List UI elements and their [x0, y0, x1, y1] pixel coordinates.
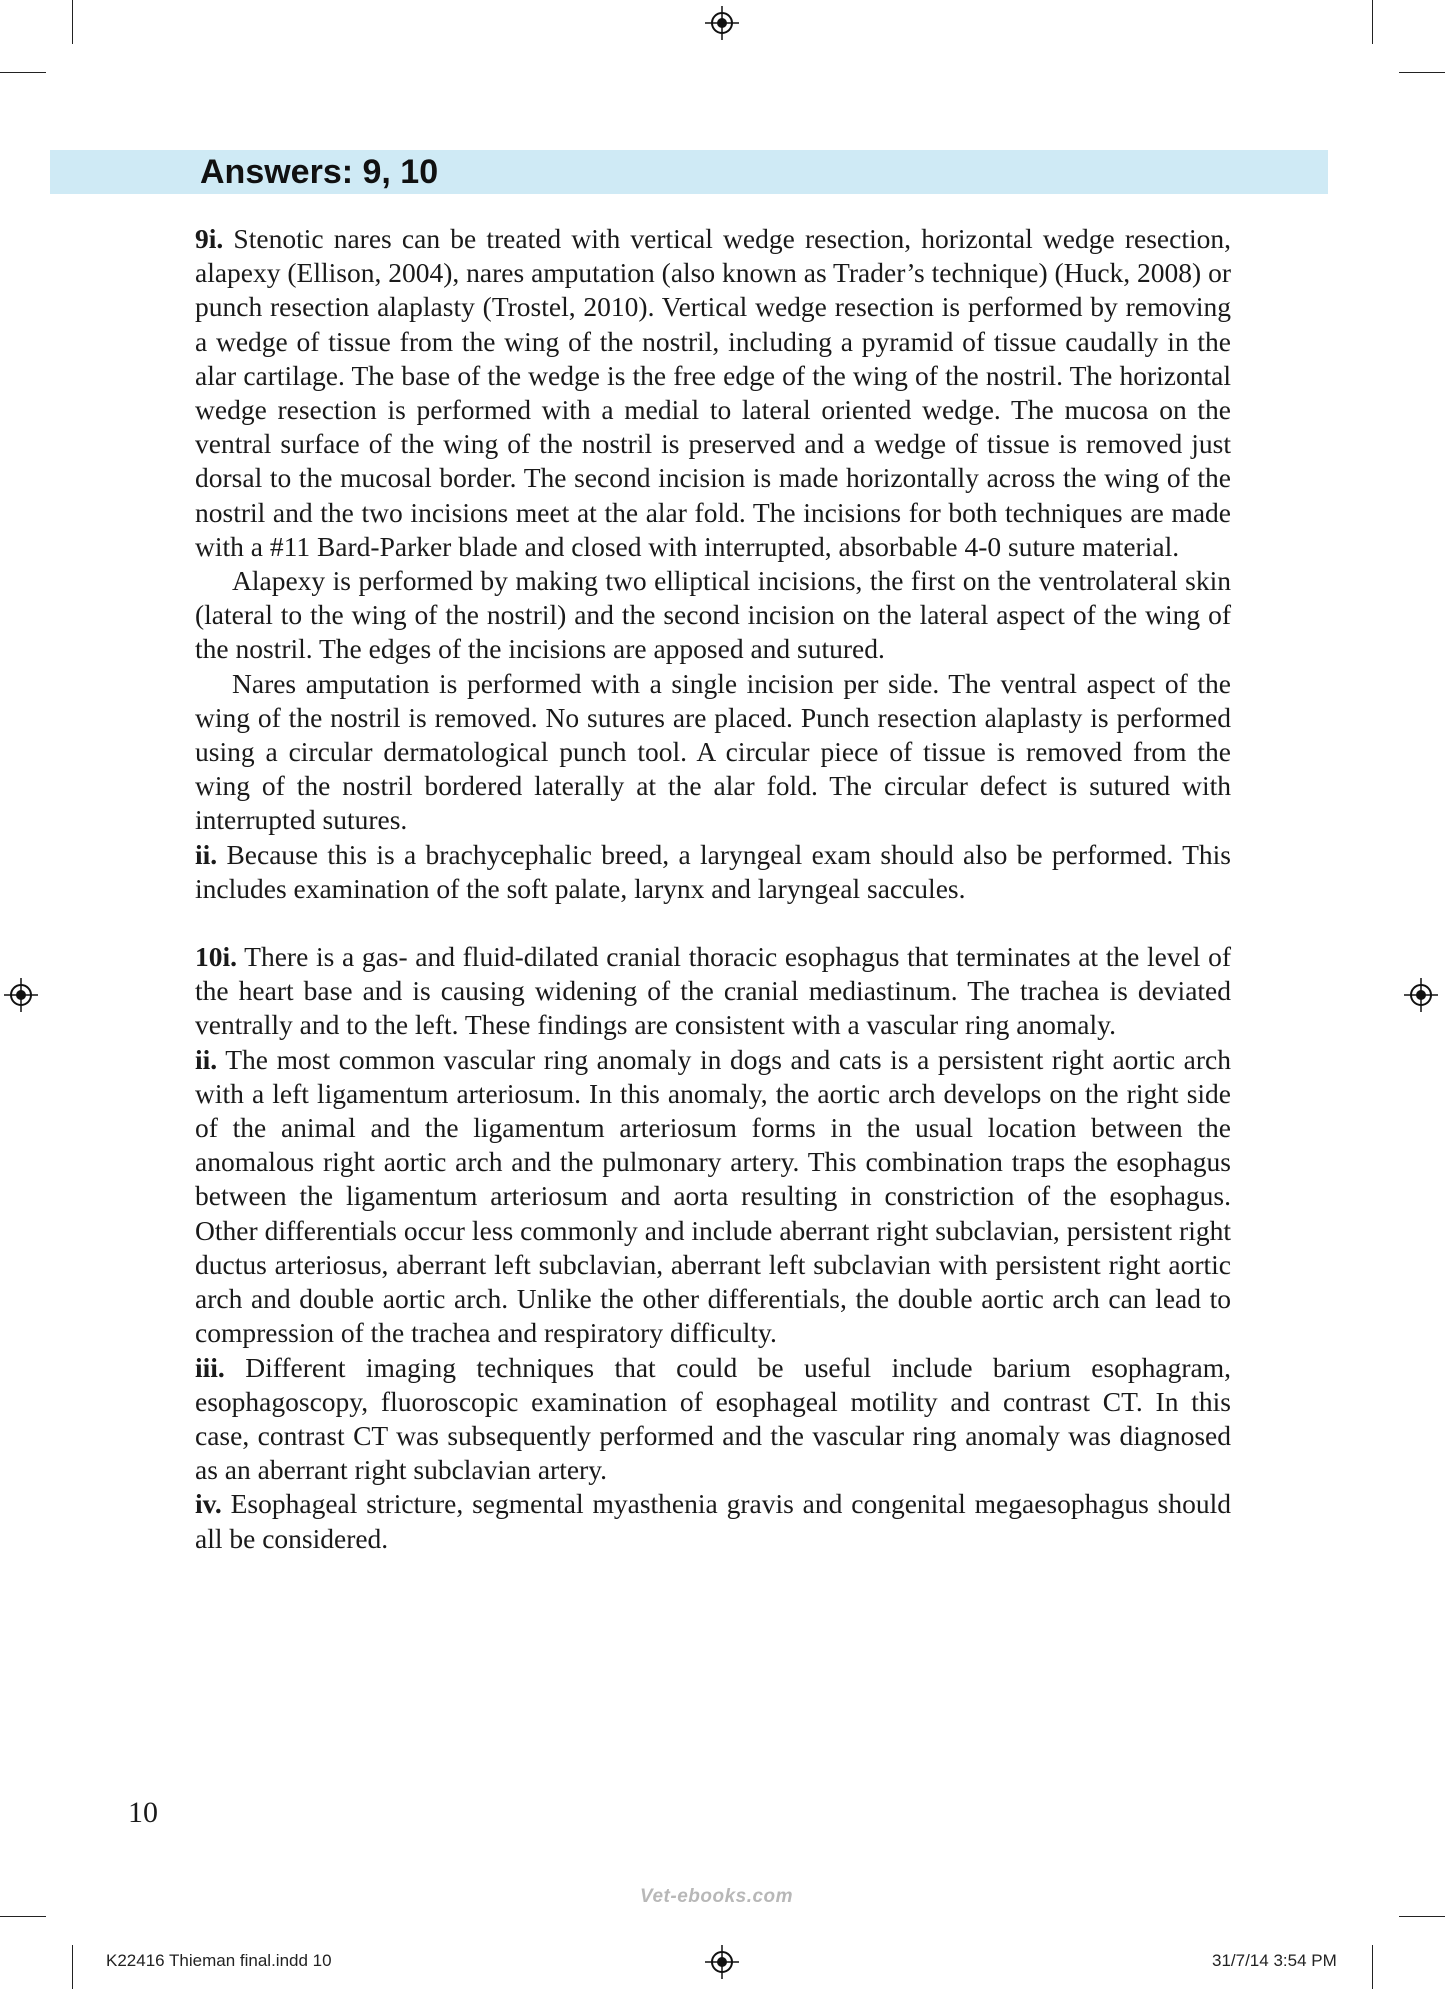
answer-label: 9i.	[195, 223, 224, 254]
answer-text: Stenotic nares can be treated with vertical wedge resection, horizontal wedge resection, alapexy (Ellison, 2004), nares amputation (also known as Trader’s technique) (Huck, 2008) or punch resection alaplasty (Trostel, 2010). Vertical wedge resection is performed by removing a wedge of tissue from the wing of the nostril, including a pyramid of tissue caudally in the alar cartilage. The base of the wedge is the free edge of the wing of the nostril. The horizontal wedge resection is performed with a medial to lateral oriented wedge. The mucosa on the ventral surface of the wing of the nostril is preserved and a wedge of tissue is removed just dorsal to the mucosal border. The second incision is made horizontally across the wing of the nostril and the two incisions meet at the alar fold. The incisions for both techniques are made with a #11 Bard-Parker blade and closed with interrupted, absorbable 4-0 suture material.	[195, 223, 1231, 562]
crop-mark	[1372, 0, 1373, 44]
answers-body	[195, 222, 1231, 1556]
crop-mark	[1399, 1916, 1445, 1917]
registration-mark-icon	[4, 978, 38, 1012]
answer-label: iii.	[195, 1351, 225, 1383]
crop-mark	[0, 72, 46, 73]
watermark: Vet-ebooks.com	[640, 1886, 794, 1907]
answer-text: Esophageal stricture, segmental myasthenia gravis and congenital megaesophagus should all be considered.	[195, 1488, 1231, 1554]
answer-text: There is a gas- and fluid-dilated cranial thoracic esophagus that terminates at the level of the heart base and is causing widening of the cranial mediastinum. The trachea is deviated ventrally and to the left. These findings are consistent with a vascular ring anomaly.	[195, 941, 1231, 1041]
crop-mark	[1399, 72, 1445, 73]
answer-10iv	[195, 1487, 1231, 1555]
crop-mark	[72, 1945, 73, 1989]
registration-mark-icon	[1404, 978, 1438, 1012]
answer-9ii	[195, 838, 1231, 906]
answer-label: ii.	[195, 838, 218, 870]
section-gap	[195, 906, 1231, 940]
answer-label: 10i.	[195, 941, 238, 973]
answer-10iii	[195, 1351, 1231, 1488]
answer-text: The most common vascular ring anomaly in dogs and cats is a persistent right aortic arch with a left ligamentum arteriosum. In this anomaly, the aortic arch develops on the right side of the animal and the ligamentum arteriosum forms in the usual location between the anomalous right aortic arch and the pulmonary artery. This combination traps the esophagus between the ligamentum arteriosum and aorta resulting in constriction of the esophagus. Other differentials occur less commonly and include aberrant right subclavian, persistent right ductus arteriosus, aberrant left subclavian, aberrant left subclavian with persistent right aortic arch and double aortic arch. Unlike the other differentials, the double aortic arch can lead to compression of the trachea and respiratory difficulty.	[195, 1043, 1231, 1349]
crop-mark	[1372, 1945, 1373, 1989]
answer-text: Because this is a brachycephalic breed, a laryngeal exam should also be performed. This includes examination of the soft palate, larynx and laryngeal saccules.	[195, 838, 1231, 904]
registration-mark-icon	[705, 1945, 739, 1979]
crop-mark	[0, 1916, 46, 1917]
slug-timestamp: 31/7/14 3:54 PM	[1212, 1951, 1337, 1970]
page-title: Answers: 9, 10	[200, 153, 439, 191]
slug-file-info: K22416 Thieman final.indd 10	[106, 1951, 332, 1970]
answer-text: Different imaging techniques that could be useful include barium esophagram, esophagoscopy, fluoroscopic examination of esophageal motility and contrast CT. In this case, contrast CT was subsequently performed and the vascular ring anomaly was diagnosed as an aberrant right subclavian artery.	[195, 1351, 1231, 1486]
answer-9i-paragraph: Alapexy is performed by making two elliptical incisions, the first on the ventrolateral skin (lateral to the wing of the nostril) and the second incision on the lateral aspect of the wing of the nostril. The edges of the incisions are apposed and sutured.	[195, 565, 1231, 665]
answer-label: ii.	[195, 1043, 218, 1075]
crop-mark	[72, 0, 73, 44]
answer-9i-paragraph: Nares amputation is performed with a single incision per side. The ventral aspect of the wing of the nostril is removed. No sutures are placed. Punch resection alaplasty is performed using a circular dermatological punch tool. A circular piece of tissue is removed from the wing of the nostril bordered laterally at the alar fold. The circular defect is sutured with interrupted sutures.	[195, 667, 1231, 836]
answer-10i	[195, 940, 1231, 1043]
answer-10ii	[195, 1043, 1231, 1351]
page-number: 10	[128, 1796, 158, 1829]
answer-9i	[195, 222, 1231, 564]
registration-mark-icon	[705, 6, 739, 40]
answer-label: iv.	[195, 1488, 222, 1520]
